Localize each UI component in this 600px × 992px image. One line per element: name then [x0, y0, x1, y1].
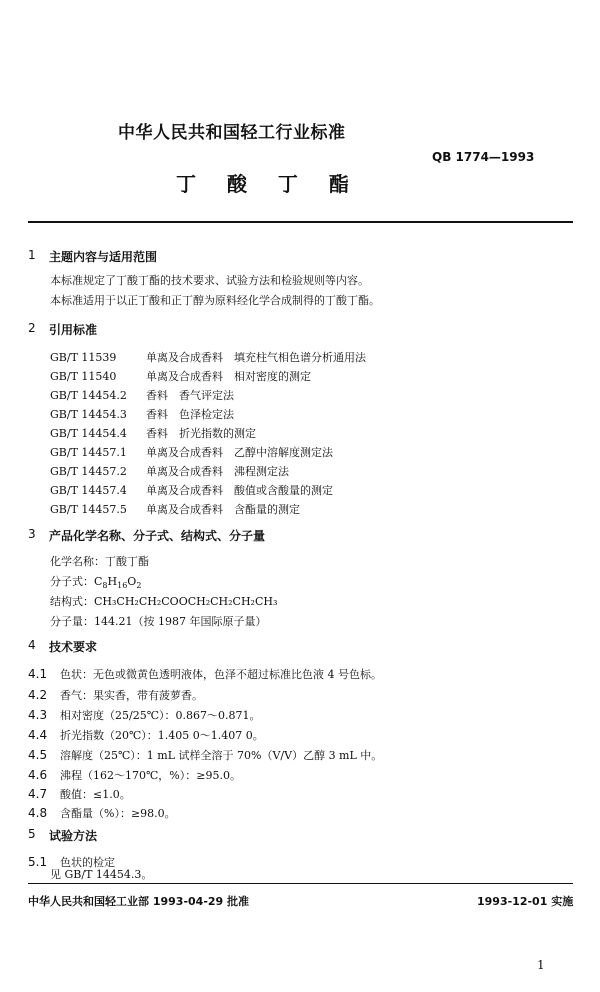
section-4-number: 4 [28, 638, 36, 652]
requirement-text: 香气：果实香，带有菠萝香。 [60, 689, 203, 702]
reference-desc: 单离及合成香料 填充柱气相色谱分析通用法 [146, 351, 366, 364]
requirement-text: 色状：无色或微黄色透明液体，色泽不超过标准比色液 4 号色标。 [60, 668, 382, 681]
requirement-number: 4.7 [28, 787, 48, 801]
requirement-item [28, 663, 382, 682]
standard-number: QB 1774—1993 [432, 150, 535, 164]
requirement-number: 4.3 [28, 708, 48, 722]
reference-item [50, 501, 300, 517]
molecular-formula [50, 573, 141, 590]
reference-desc: 单离及合成香料 乙醇中溶解度测定法 [146, 446, 333, 459]
requirement-number: 4.1 [28, 667, 48, 681]
requirement-item [28, 704, 261, 723]
document-title: 丁 酸 丁 酯 [176, 172, 361, 196]
requirement-text: 沸程（162～170℃，%）：≥95.0。 [60, 769, 241, 782]
section-3-title: 产品化学名称、分子式、结构式、分子量 [49, 529, 266, 543]
reference-code: GB/T 14454.2 [50, 389, 127, 402]
requirement-text: 折光指数（20℃）：1.405 0～1.407 0。 [60, 729, 264, 742]
requirement-text: 含酯量（%）：≥98.0。 [60, 807, 176, 820]
requirement-text: 溶解度（25℃）：1 mL 试样全溶于 70%（V/V）乙醇 3 mL 中。 [60, 749, 383, 762]
section-1-number: 1 [28, 248, 36, 262]
reference-code: GB/T 14457.4 [50, 484, 127, 497]
formula-label: 分子式： [50, 575, 94, 588]
reference-item [50, 425, 256, 441]
subsection-text: 见 GB/T 14454.3。 [50, 868, 153, 881]
footer-divider [28, 883, 573, 884]
section-2-number: 2 [28, 321, 36, 335]
section-4-title: 技术要求 [49, 640, 98, 654]
reference-item [50, 444, 333, 460]
subsection-number: 5.1 [28, 855, 48, 869]
requirement-text: 酸值：≤1.0。 [60, 788, 131, 801]
requirement-item [28, 764, 241, 783]
section-2-title: 引用标准 [49, 323, 98, 337]
reference-item [50, 482, 333, 498]
structural-formula: 结构式：CH₃CH₂CH₂COOCH₂CH₂CH₂CH₃ [50, 595, 278, 608]
requirement-number: 4.4 [28, 728, 48, 742]
approval-line: 中华人民共和国轻工业部 1993-04-29 批准 [28, 895, 250, 908]
reference-desc: 香料 香气评定法 [146, 389, 234, 402]
reference-code: GB/T 11539 [50, 351, 117, 364]
header-divider [28, 221, 573, 223]
reference-item [50, 406, 234, 422]
section-3-number: 3 [28, 527, 36, 541]
section-5-title: 试验方法 [49, 829, 98, 843]
reference-code: GB/T 14454.4 [50, 427, 127, 440]
reference-desc: 香料 折光指数的测定 [146, 427, 256, 440]
reference-desc: 香料 色泽检定法 [146, 408, 234, 421]
requirement-number: 4.2 [28, 688, 48, 702]
reference-item [50, 349, 366, 365]
requirement-item [28, 744, 382, 763]
page-number: 1 [537, 958, 545, 972]
subsection-title: 色状的检定 [60, 856, 115, 869]
reference-code: GB/T 14457.5 [50, 503, 127, 516]
reference-code: GB/T 14457.1 [50, 446, 127, 459]
reference-item [50, 368, 311, 384]
reference-desc: 单离及合成香料 含酯量的测定 [146, 503, 300, 516]
reference-code: GB/T 11540 [50, 370, 117, 383]
reference-desc: 单离及合成香料 酸值或含酸量的测定 [146, 484, 333, 497]
reference-desc: 单离及合成香料 相对密度的测定 [146, 370, 311, 383]
reference-item [50, 387, 234, 403]
molecular-weight: 分子量：144.21（按 1987 年国际原子量） [50, 615, 267, 628]
reference-code: GB/T 14454.3 [50, 408, 127, 421]
requirement-number: 4.5 [28, 748, 48, 762]
chemical-name: 化学名称：丁酸丁酯 [50, 555, 149, 568]
section-1-para-2: 本标准适用于以正丁酸和正丁醇为原料经化学合成制得的丁酸丁酯。 [50, 294, 380, 307]
formula-value: $C_8H_{16}O_2$ [94, 575, 142, 591]
requirement-item [28, 724, 264, 743]
reference-code: GB/T 14457.2 [50, 465, 127, 478]
requirement-item [28, 802, 176, 821]
requirement-number: 4.8 [28, 806, 48, 820]
requirement-text: 相对密度（25/25℃）：0.867～0.871。 [60, 709, 261, 722]
requirement-item [28, 783, 131, 802]
effective-date: 1993-12-01 实施 [477, 895, 574, 908]
reference-item [50, 463, 289, 479]
section-1-title: 主题内容与适用范围 [49, 250, 158, 264]
requirement-item [28, 684, 203, 703]
reference-desc: 单离及合成香料 沸程测定法 [146, 465, 289, 478]
issuer-heading: 中华人民共和国轻工行业标准 [118, 123, 346, 143]
requirement-number: 4.6 [28, 768, 48, 782]
section-1-para-1: 本标准规定了丁酸丁酯的技术要求、试验方法和检验规则等内容。 [50, 274, 369, 287]
section-5-number: 5 [28, 827, 36, 841]
